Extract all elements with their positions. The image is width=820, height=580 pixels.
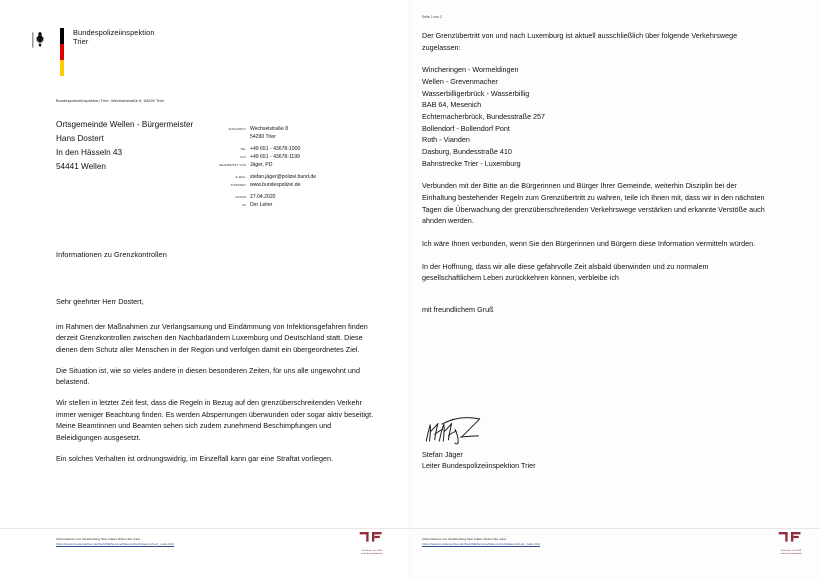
- salutation: Sehr geehrter Herr Dostert,: [56, 297, 144, 306]
- footer-notice-line: Informationen zur Verarbeitung Ihrer Daten finden Sie unter: [422, 537, 507, 541]
- meta-row-address: [206, 126, 316, 133]
- contact-meta-block: [206, 126, 316, 210]
- crossings-intro: Der Grenzübertritt von und nach Luxemburg ist aktuell ausschließlich über folgende Verkehrswege zugelassen:: [422, 31, 738, 52]
- date-value: 27.04.2020: [250, 193, 276, 200]
- list-item: Bahnstrecke Trier - Luxemburg: [422, 158, 521, 168]
- federal-eagle-icon: [29, 29, 51, 51]
- recipient-line-2: Hans Dostert: [56, 134, 104, 144]
- subject-line: Informationen zu Grenzkontrollen: [56, 250, 167, 259]
- list-item: Wincheringen - Wormeldingen: [422, 65, 519, 75]
- signer-details: [422, 449, 535, 472]
- list-item: Roth - Vianden: [422, 135, 470, 145]
- page-2-body: [422, 30, 767, 326]
- body-paragraph-2: Die Situation ist, wie so vieles andere in diesen besonderen Zeiten, für uns alle ungewohnt und belastend.: [56, 365, 360, 387]
- address-label: ANSCHRIFT: [228, 127, 246, 131]
- letterhead: [29, 28, 155, 76]
- authority-location: Trier: [73, 37, 89, 47]
- tel-label: TEL: [240, 147, 246, 152]
- footer-divider: [0, 528, 409, 529]
- page-2: [410, 0, 820, 580]
- sender-return-line: Bundespolizeiinspektion Trier, Wechselstraße 8, 54290 Trier: [56, 98, 165, 103]
- address-value-1: Wechselstraße 8: [250, 126, 289, 132]
- page-1-body: [56, 296, 374, 473]
- meta-row-handler: [206, 162, 316, 169]
- tel-value: +49 651 - 43678-1000: [250, 146, 301, 153]
- body-paragraph-1: im Rahmen der Maßnahmen zur Verlangsamung und Eindämmung von Infektionsgefahren finden derzeit Grenzkontrollen zwischen den Nachbarländern Luxemburg und Deutschland statt. Diese dienen dem Schutz aller Menschen in der Region und verfolgen damit ein übergeordnetes Ziel.: [56, 321, 368, 354]
- page-marker: Seite 2 von 2: [422, 15, 442, 19]
- email-value: stefan.jäger@polizei.bund.de: [250, 173, 317, 180]
- footer-privacy-link[interactable]: https://www.bundespolizei.de/Web/DE/Service/Datenschutz/datenschutz_node.html: [422, 541, 541, 546]
- meta-row-tel: [206, 146, 316, 153]
- list-item: BAB 64, Mesenich: [422, 100, 482, 110]
- footer-logo-caption-1: Zertifiziert seit 2009: [361, 550, 383, 552]
- handler-value: Jäger, PD: [250, 161, 273, 168]
- handler-label: BEARBEITET VON: [219, 162, 246, 167]
- footer-divider: [410, 528, 820, 529]
- page-2-paragraph-1: Verbunden mit der Bitte an die Bürgerinnen und Bürger Ihrer Gemeinde, weiterhin Disziplin bei der Einhaltung bestehender Regeln zum Grenzübertritt zu wahren, teile ich Ihnen mit, dass wir in den nächsten Tagen die Überwachung der grenzüberschreitenden Verkehrswege verstärken und erkannte Verstöße auch ahnden werden.: [422, 181, 765, 226]
- az-value: Der Leiter: [250, 201, 273, 208]
- recipient-address-block: [56, 118, 193, 174]
- list-item: Echternacherbrück, Bundesstraße 257: [422, 111, 546, 121]
- page-1-footer: [0, 528, 409, 562]
- footer-logo-caption-2: audit berufundfamilie: [361, 553, 383, 556]
- fax-label: FAX: [240, 154, 246, 159]
- internet-value: www.bundespolizei.de: [250, 181, 301, 188]
- border-crossings-list: [422, 64, 767, 169]
- handwritten-signature-icon: [422, 415, 535, 445]
- az-label: AZ: [242, 202, 246, 207]
- page-2-paragraph-3: In der Hoffnung, dass wir alle diese gefahrvolle Zeit alsbald überwinden und zu normalem gesellschaftlichem Leben zurückkehren können, verbleibe ich: [422, 261, 709, 283]
- letterhead-text: [73, 28, 155, 47]
- closing-greeting: mit freundlichem Gruß: [422, 304, 494, 314]
- internet-label: INTERNET: [230, 182, 246, 187]
- meta-row-az: [206, 202, 316, 209]
- signer-name: Stefan Jäger: [422, 450, 463, 459]
- signer-title: Leiter Bundespolizeiinspektion Trier: [422, 461, 536, 471]
- recipient-line-3: In den Hässeln 43: [56, 148, 122, 158]
- footer-logo-caption-1: Zertifiziert seit 2009: [780, 550, 802, 552]
- employer-award-logo-icon: [357, 530, 387, 550]
- footer-logo-block: [776, 530, 806, 557]
- meta-row-date: [206, 194, 316, 201]
- meta-row-fax: [206, 154, 316, 161]
- recipient-line-4: 54441 Wellen: [56, 162, 106, 172]
- german-flag-bar-icon: [60, 28, 64, 76]
- footer-logo-block: [357, 530, 387, 557]
- body-paragraph-4: Ein solches Verhalten ist ordnungswidrig, im Einzelfall kann gar eine Straftat vorliegen.: [56, 453, 334, 463]
- footer-notice-line: Informationen zur Verarbeitung Ihrer Daten finden Sie unter: [56, 537, 141, 541]
- body-paragraph-3: Wir stellen in letzter Zeit fest, dass die Regeln in Bezug auf den grenzüberschreitenden Verkehr immer weniger Beachtung finden. Es werden Absperrungen überwunden oder sogar aktiv beseitigt. Meine Beamtinnen und Beamten sehen sich zudem zunehmend Beschimpfungen und Beleidigungen ausgesetzt.: [56, 397, 374, 442]
- footer-privacy-link[interactable]: https://www.bundespolizei.de/Web/DE/Service/Datenschutz/datenschutz_node.html: [56, 541, 175, 546]
- recipient-line-1: Ortsgemeinde Wellen - Bürgermeister: [56, 120, 194, 129]
- fax-value: +49 651 - 43678-1199: [250, 153, 300, 160]
- date-label: DATUM: [235, 194, 246, 199]
- authority-name: Bundespolizeiinspektion: [73, 28, 155, 37]
- page-2-paragraph-2: Ich wäre Ihnen verbunden, wenn Sie den Bürgerinnen und Bürgern diese Information vermitteln würden.: [422, 238, 756, 248]
- list-item: Wellen - Grevenmacher: [422, 76, 498, 86]
- meta-row-address-2: [206, 134, 316, 141]
- meta-row-internet: [206, 182, 316, 189]
- employer-award-logo-icon: [776, 530, 806, 550]
- address-value-2: 54290 Trier: [250, 133, 276, 140]
- signature-block: [422, 415, 535, 472]
- email-label: E-MAIL: [235, 174, 246, 179]
- footer-logo-caption-2: audit berufundfamilie: [780, 553, 802, 556]
- meta-row-email: [206, 174, 316, 181]
- footer-privacy-notice: [422, 537, 540, 546]
- list-item: Wasserbilligerbrück - Wasserbillig: [422, 88, 530, 98]
- page-2-footer: [410, 528, 820, 562]
- footer-privacy-notice: [56, 537, 174, 546]
- list-item: Bollendorf - Bollendorf Pont: [422, 123, 510, 133]
- list-item: Dasburg, Bundesstraße 410: [422, 146, 512, 156]
